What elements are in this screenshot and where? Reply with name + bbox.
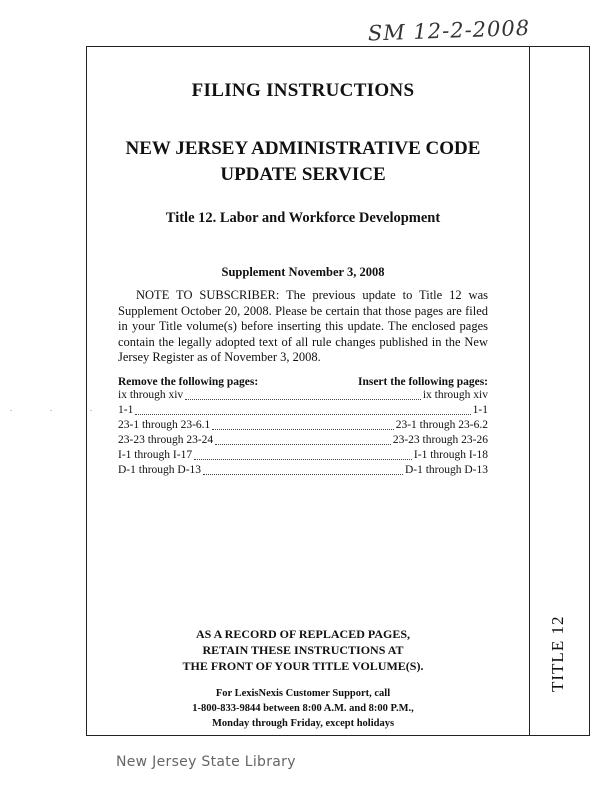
customer-support-block	[118, 686, 488, 731]
filing-instructions-body	[118, 80, 488, 478]
dot-leader	[194, 448, 412, 460]
title-tab-label: TITLE 12	[548, 615, 567, 692]
support-phone-line: 1-800-833-9844 between 8:00 A.M. and 8:00 P.M.,	[192, 703, 414, 714]
insert-cell: ix through xiv	[422, 388, 488, 401]
library-stamp: New Jersey State Library	[116, 754, 296, 770]
dot-leader	[212, 418, 393, 430]
insert-cell: 23-1 through 23-6.2	[395, 418, 488, 431]
scan-margin-marks: . . .	[10, 404, 110, 413]
page-title: FILING INSTRUCTIONS	[191, 80, 415, 101]
insert-cell: D-1 through D-13	[404, 463, 488, 476]
remove-cell: 23-23 through 23-24	[118, 433, 214, 446]
table-row	[118, 403, 488, 418]
table-row	[118, 448, 488, 463]
handwritten-note: SM 12-2-2008	[367, 15, 531, 46]
supplement-date: Supplement November 3, 2008	[221, 265, 385, 279]
service-heading-line1: NEW JERSEY ADMINISTRATIVE CODE	[125, 138, 481, 159]
support-line1: For LexisNexis Customer Support, call	[215, 688, 391, 699]
remove-cell: ix through xiv	[118, 388, 184, 401]
dot-leader	[203, 463, 403, 475]
subscriber-note: NOTE TO SUBSCRIBER: The previous update to Title 12 was Supplement October 20, 2008. Please be certain that those pages are filed in your Title volume(s) before inserting this update. The enclosed pages contain the legally adopted text of all rule changes published in the New Jersey Register as of November 3, 2008.	[118, 288, 488, 364]
pages-table-header	[118, 376, 488, 388]
remove-cell: 1-1	[118, 403, 134, 416]
table-row	[118, 433, 488, 448]
table-row	[118, 388, 488, 403]
dot-leader	[135, 403, 470, 415]
title-subheading: Title 12. Labor and Workforce Development	[165, 210, 441, 226]
insert-pages-header: Insert the following pages:	[357, 375, 488, 388]
table-row	[118, 418, 488, 433]
record-notice-line3: THE FRONT OF YOUR TITLE VOLUME(S).	[182, 659, 424, 673]
insert-cell: 23-23 through 23-26	[392, 433, 488, 446]
table-row	[118, 463, 488, 478]
record-notice-line1: AS A RECORD OF REPLACED PAGES,	[195, 627, 411, 641]
record-notice-line2: RETAIN THESE INSTRUCTIONS AT	[202, 643, 404, 657]
insert-cell: I-1 through I-18	[413, 448, 488, 461]
insert-cell: 1-1	[472, 403, 488, 416]
service-heading	[118, 136, 488, 188]
dot-leader	[215, 433, 391, 445]
remove-cell: I-1 through I-17	[118, 448, 193, 461]
remove-pages-header: Remove the following pages:	[118, 375, 259, 388]
dot-leader	[185, 388, 421, 400]
remove-cell: 23-1 through 23-6.1	[118, 418, 211, 431]
service-heading-line2: UPDATE SERVICE	[220, 164, 386, 185]
pages-table	[118, 388, 488, 478]
title-tab	[529, 46, 590, 736]
filing-footer	[118, 626, 488, 731]
remove-cell: D-1 through D-13	[118, 463, 202, 476]
support-hours-line: Monday through Friday, except holidays	[211, 718, 395, 729]
